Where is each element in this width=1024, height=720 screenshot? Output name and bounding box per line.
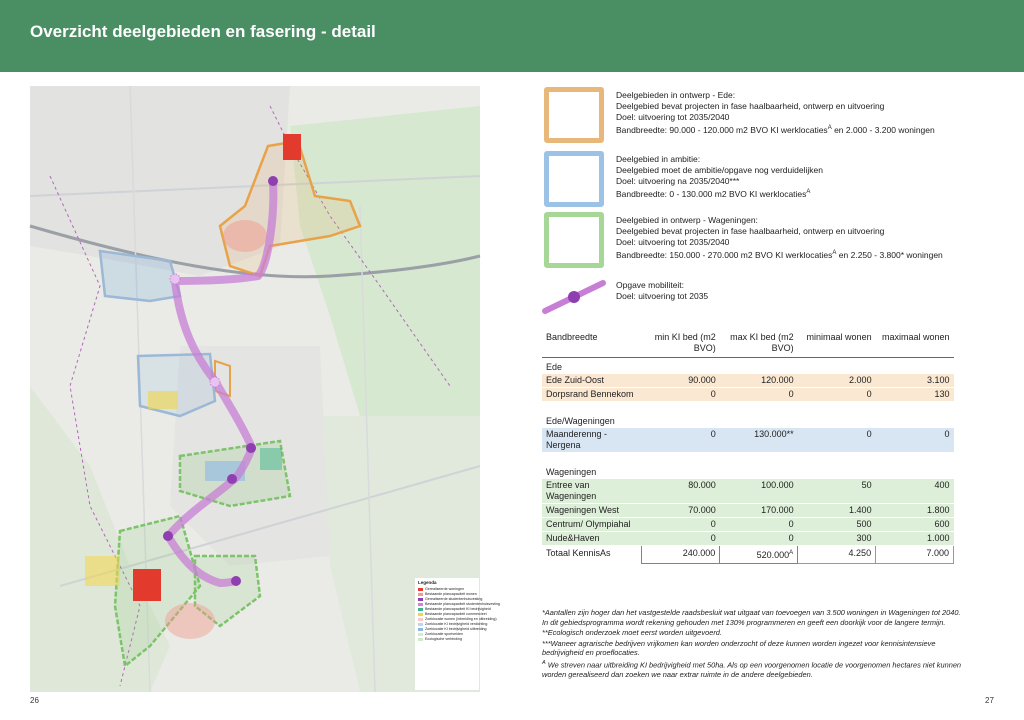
row-value: 600	[876, 518, 954, 532]
mobility-node	[227, 474, 237, 484]
table-row	[542, 479, 954, 504]
key-swatch-ambitie	[544, 151, 604, 207]
mobility-node	[246, 443, 256, 453]
page-number-right: 27	[985, 696, 994, 705]
key-swatch-wageningen	[544, 212, 604, 268]
key-ambitie-line3: Bandbreedte: 0 - 130.000 m2 BVO KI werklocaties$^A$	[616, 188, 811, 199]
built-housing	[283, 134, 301, 160]
key-ambitie-line2: Doel: uitvoering na 2035/2040***	[616, 176, 740, 186]
legend-swatch	[418, 593, 423, 597]
spacer-cell	[542, 402, 954, 413]
row-value: 0	[798, 428, 876, 453]
total-maxw: 7.000	[876, 546, 954, 564]
table-row	[542, 388, 954, 402]
spacer-cell	[542, 453, 954, 464]
row-value: 80.000	[642, 479, 720, 504]
housing-search-west	[165, 603, 215, 639]
legend-items	[418, 587, 500, 642]
table-group-row	[542, 412, 954, 428]
table-row	[542, 504, 954, 518]
key-text-ambitie	[616, 154, 823, 200]
ki-capacity	[260, 448, 282, 470]
area-map	[30, 86, 500, 692]
map-drawing	[30, 86, 483, 692]
footnotes	[542, 608, 962, 681]
footnote-2: **Ecologisch onderzoek moet eerst worden uitgevoerd.	[542, 628, 722, 638]
key-ambitie-line1: Deelgebied moet de ambitie/opgave nog verduidelijken	[616, 165, 823, 175]
table-header-cell: min KI bed (m2 BVO)	[642, 331, 720, 358]
footnote-1: *Aantallen zijn hoger dan het vastgestelde raadsbesluit wat uitgaat van toevoegen van 3.500 woningen in Wageningen tot 2040. In dit gebiedsprogramma wordt rekening gehouden met 130% programmeren en geeft een doorkijk voor de langere termijn.	[542, 608, 961, 627]
row-value: 500	[798, 518, 876, 532]
mobility-node	[268, 176, 278, 186]
legend-swatch	[418, 633, 423, 637]
row-value: 1.800	[876, 504, 954, 518]
legend-swatch	[418, 638, 423, 642]
total-max: $520.000^A$	[720, 546, 798, 564]
table-group-row	[542, 463, 954, 479]
housing-search-area	[223, 220, 267, 252]
row-name: Dorpsrand Bennekom	[542, 388, 642, 402]
row-name: Ede Zuid-Oost	[542, 374, 642, 388]
table-group-row	[542, 358, 954, 375]
spacer-row	[542, 453, 954, 464]
key-mobiliteit-title: Opgave mobiliteit:	[616, 280, 685, 290]
legend-swatch	[418, 618, 423, 622]
row-value: 300	[798, 532, 876, 546]
spacer-row	[542, 402, 954, 413]
row-value: 130	[876, 388, 954, 402]
row-value: 50	[798, 479, 876, 504]
row-name: Wageningen West	[542, 504, 642, 518]
row-value: 0	[798, 388, 876, 402]
key-ambitie-title: Deelgebied in ambitie:	[616, 154, 701, 164]
row-value: 90.000	[642, 374, 720, 388]
legend-label: Bestaande plancapaciteit wonen	[425, 592, 477, 596]
total-name: Totaal KennisAs	[546, 548, 611, 558]
footnote-3: ***Waneer agrarische bedrijven vrijkomen kan worden onderzocht of deze kunnen worden ingezet voor kennisintensieve bedrijvigheid en proeflocaties.	[542, 638, 936, 658]
table-header-row	[542, 331, 954, 358]
legend-label: Zoeklocatie KI bedrijvigheid uitbreiding	[425, 627, 487, 631]
row-value: 0	[642, 428, 720, 453]
row-value: 120.000	[720, 374, 798, 388]
legend-swatch	[418, 608, 423, 612]
total-min: 240.000	[642, 546, 720, 564]
legend-item	[418, 637, 476, 642]
legend-swatch	[418, 623, 423, 627]
table-row	[542, 428, 954, 453]
legend-label: Zoeklocatie KI bedrijvigheid verdichting	[425, 622, 488, 626]
legend-label: Zoeklocatie wonen (inbreiding en uitbreiding)	[425, 617, 497, 621]
key-wageningen-line3: Bandbreedte: 150.000 - 270.000 m2 BVO KI werklocaties$^A$ en 2.250 - 3.800* woningen	[616, 249, 943, 260]
row-value: 1.000	[876, 532, 954, 546]
table-row	[542, 518, 954, 532]
row-value: 1.400	[798, 504, 876, 518]
key-wageningen-title: Deelgebied in ontwerp - Wageningen:	[616, 215, 758, 225]
row-name: Centrum/ Olympiahal	[542, 518, 642, 532]
row-name: Entree van Wageningen	[542, 479, 642, 504]
key-mobiliteit-line1: Doel: uitvoering tot 2035	[616, 291, 709, 301]
legend-swatch	[418, 598, 423, 602]
legend-title: Legenda	[418, 580, 437, 585]
key-wageningen-line1: Deelgebied bevat projecten in fase haalbaarheid, ontwerp en uitvoering	[616, 226, 885, 236]
row-value: 400	[876, 479, 954, 504]
row-value: 3.100	[876, 374, 954, 388]
key-wageningen-line2: Doel: uitvoering tot 2035/2040	[616, 237, 730, 247]
map-legend	[415, 578, 500, 690]
legend-label: Ecologische verbinding	[425, 637, 462, 641]
row-value: 0	[720, 388, 798, 402]
key-text-ede	[616, 90, 935, 136]
key-ede-line3: Bandbreedte: 90.000 - 120.000 m2 BVO KI werklocaties$^A$ en 2.000 - 3.200 woningen	[616, 124, 935, 135]
mobility-node	[163, 531, 173, 541]
mobility-node	[231, 576, 241, 586]
row-value: 100.000	[720, 479, 798, 504]
key-text-mobiliteit	[616, 280, 708, 302]
row-value: 0	[720, 518, 798, 532]
page-title: Overzicht deelgebieden en fasering - detail	[30, 22, 376, 41]
page-number-left: 26	[30, 696, 39, 705]
legend-swatch	[418, 588, 423, 592]
legend-label: Gerealiseerde studentenhuisvesting	[425, 597, 483, 601]
row-value: 70.000	[642, 504, 720, 518]
row-value: 0	[876, 428, 954, 453]
row-value: 0	[642, 388, 720, 402]
row-value: 2.000	[798, 374, 876, 388]
row-value: 130.000**	[720, 428, 798, 453]
key-ede-line1: Deelgebied bevat projecten in fase haalbaarheid, ontwerp en uitvoering	[616, 101, 885, 111]
legend-label: Gerealiseerde woningen	[425, 587, 464, 591]
table-header-cell: maximaal wonen	[876, 331, 954, 358]
mobility-node-planned	[210, 377, 220, 387]
table-header-cell: max KI bed (m2 BVO)	[720, 331, 798, 358]
legend-swatch	[418, 603, 423, 607]
key-ede-title: Deelgebieden in ontwerp - Ede:	[616, 90, 736, 100]
built-housing-west	[133, 569, 161, 601]
footnote-4: $^A$ We streven naar uitbreiding KI bedrijvigheid met 50ha. Als op een voorgenomen locatie de voorgenomen hectares niet kunnen worden gerealiseerd dan zoeken we naar extrar ruimte in de andere deelgebieden.	[542, 659, 962, 680]
key-swatch-ede	[544, 87, 604, 143]
key-ede-line2: Doel: uitvoering tot 2035/2040	[616, 112, 730, 122]
commercial-west	[85, 556, 120, 586]
legend-label: Bestaande plancapaciteit studentenhuisvesting	[425, 602, 500, 606]
page-header	[0, 0, 1024, 72]
bandbreedte-table	[542, 331, 954, 564]
mobility-node-planned	[170, 274, 180, 284]
legend-label: Bestaande plancapaciteit commercieel	[425, 612, 487, 616]
table-group-label: Ede/Wageningen	[546, 416, 615, 426]
table-row	[542, 532, 954, 546]
table-header-cell: Bandbreedte	[542, 331, 642, 358]
total-minw: 4.250	[798, 546, 876, 564]
table-total-row	[542, 546, 954, 564]
table-header-cell: minimaal wonen	[798, 331, 876, 358]
row-name: Maanderenng - Nergena	[542, 428, 642, 453]
key-text-wageningen	[616, 215, 943, 261]
legend-label: Bestaande plancapaciteit KI bedrijvigheid	[425, 607, 491, 611]
legend-swatch	[418, 628, 423, 632]
row-value: 170.000	[720, 504, 798, 518]
table-row	[542, 374, 954, 388]
legend-label: Zoeklocatie sportvelden	[425, 632, 463, 636]
row-value: 0	[642, 532, 720, 546]
commercial-capacity	[148, 391, 178, 409]
legend-swatch	[418, 613, 423, 617]
row-value: 0	[642, 518, 720, 532]
row-name: Nude&Haven	[542, 532, 642, 546]
mobility-key-icon	[541, 279, 607, 315]
row-value: 0	[720, 532, 798, 546]
table-group-label: Ede	[546, 362, 563, 372]
table-group-label: Wageningen	[546, 467, 597, 477]
